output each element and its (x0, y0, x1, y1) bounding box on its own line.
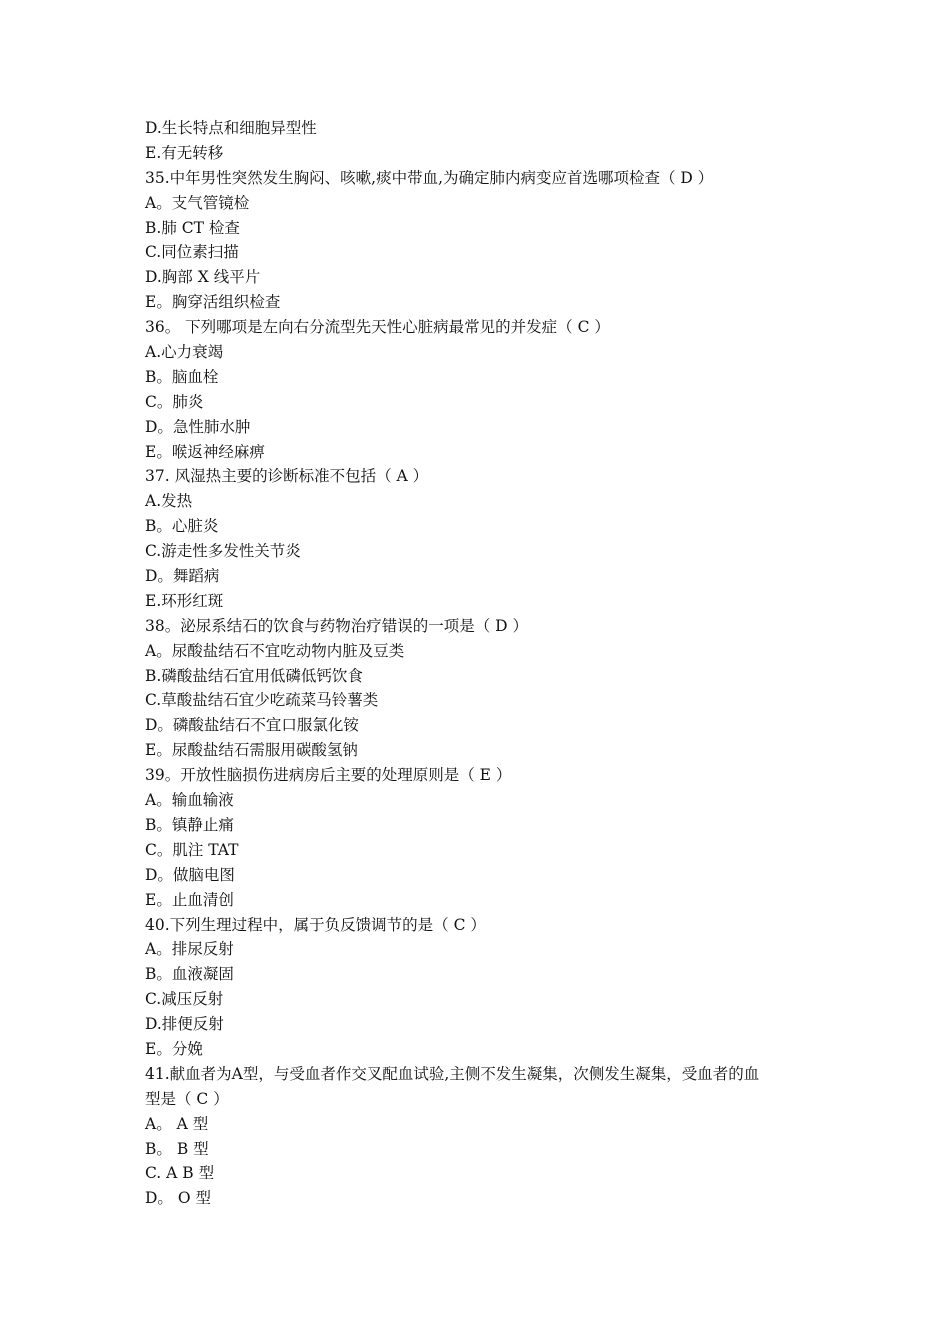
option-line: D。做脑电图 (145, 865, 235, 884)
option-line: E。分娩 (145, 1039, 203, 1058)
option-line: A。支气管镜检 (145, 193, 250, 212)
option-line: B。心脏炎 (145, 517, 219, 536)
question-40: 40.下列生理过程中，属于负反馈调节的是（ C ） (145, 915, 486, 934)
option-line: A。排尿反射 (145, 940, 234, 959)
option-line: D。 O 型 (145, 1189, 211, 1208)
question-39: 39。开放性脑损伤进病房后主要的处理原则是（ E ） (145, 766, 512, 785)
option-line: E。止血清创 (145, 890, 234, 909)
option-line: B。脑血栓 (145, 367, 219, 386)
option-line: D。急性肺水肿 (145, 417, 251, 436)
option-line: D。舞蹈病 (145, 567, 220, 586)
question-41: 41.献血者为A型，与受血者作交叉配血试验,主侧不发生凝集，次侧发生凝集，受血者的血 (145, 1064, 760, 1083)
option-line: B。 B 型 (145, 1139, 209, 1158)
option-line: E。尿酸盐结石需服用碳酸氢钠 (145, 741, 358, 760)
text-line: D.生长特点和细胞异型性 (145, 119, 317, 137)
option-line: C.草酸盐结石宜少吃疏菜马铃薯类 (145, 691, 379, 710)
option-line: C.游走性多发性关节炎 (145, 542, 301, 561)
option-line: D.胸部 X 线平片 (145, 268, 261, 287)
question-35: 35.中年男性突然发生胸闷、咳嗽,痰中带血,为确定肺内病变应首选哪项检查（ D ） (145, 168, 714, 187)
option-line: C。肺炎 (145, 392, 204, 411)
option-line: C.减压反射 (145, 990, 224, 1009)
question-36: 36。 下列哪项是左向右分流型先天性心脏病最常见的并发症（ C ） (145, 318, 610, 337)
option-line: B.肺 CT 检查 (145, 218, 240, 237)
option-line: C. A B 型 (145, 1164, 215, 1183)
option-line: B。镇静止痛 (145, 815, 234, 834)
question-38: 38。泌尿系结石的饮食与药物治疗错误的一项是（ D ） (145, 616, 529, 635)
option-line: D.排便反射 (145, 1015, 224, 1034)
option-line: C.同位素扫描 (145, 243, 239, 262)
question-37: 37. 风湿热主要的诊断标准不包括（ A ） (145, 467, 429, 486)
text-line: E.有无转移 (145, 143, 224, 162)
option-line: B。血液凝固 (145, 965, 234, 984)
option-line: A。尿酸盐结石不宜吃动物内脏及豆类 (145, 641, 405, 660)
option-line: A。 A 型 (145, 1114, 209, 1133)
question-41-continued: 型是（ C ） (145, 1089, 229, 1108)
option-line: B.磷酸盐结石宜用低磷低钙饮食 (145, 666, 363, 685)
option-line: A.心力衰竭 (145, 343, 224, 362)
option-line: C。肌注 TAT (145, 840, 239, 859)
option-line: A。输血输液 (145, 791, 234, 810)
document-body (145, 116, 815, 1211)
option-line: E.环形红斑 (145, 591, 224, 610)
option-line: E。喉返神经麻痹 (145, 442, 265, 461)
option-line: A.发热 (145, 492, 193, 511)
option-line: D。磷酸盐结石不宜口服氯化铵 (145, 716, 359, 735)
option-line: E。胸穿活组织检查 (145, 293, 281, 312)
